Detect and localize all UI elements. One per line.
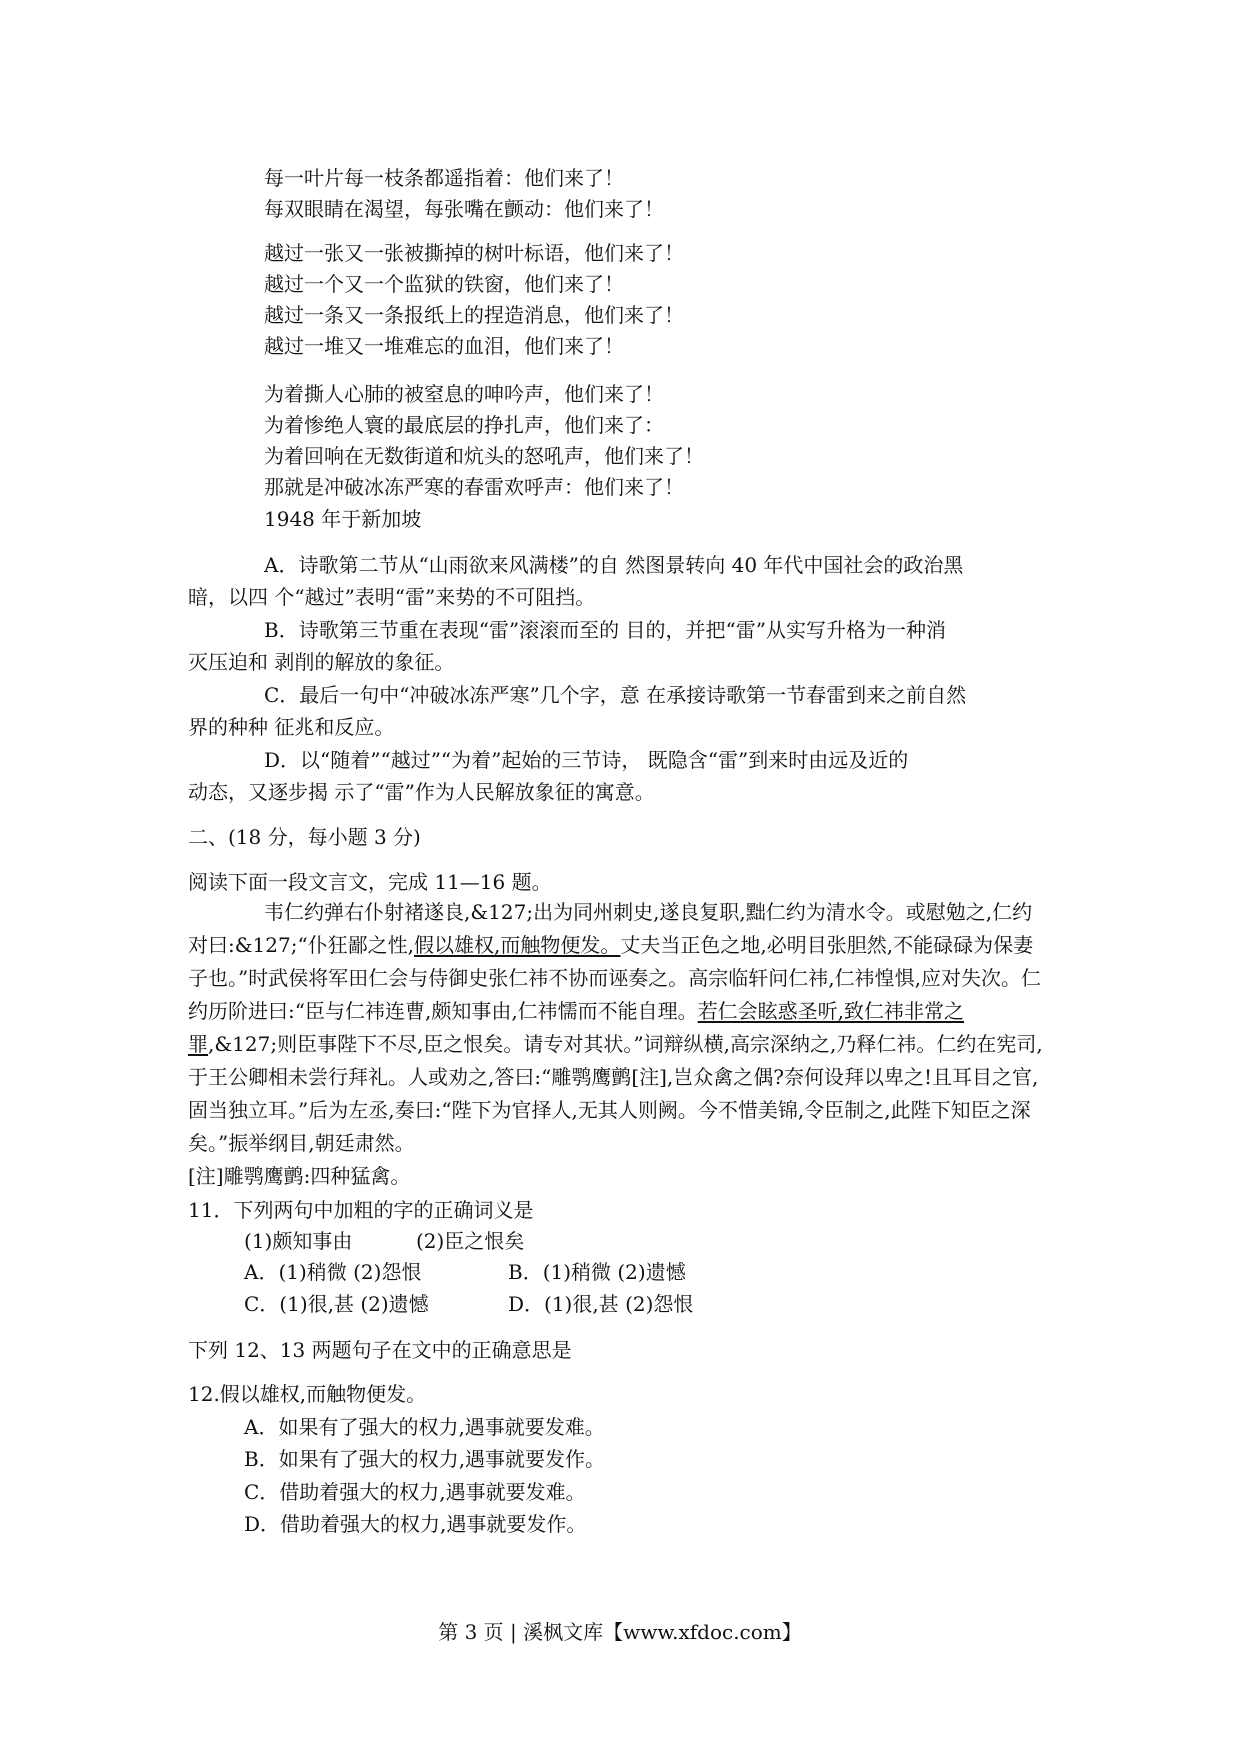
q10-option-c: C．最后一句中“冲破冰冻严寒”几个字，意 在承接诗歌第一节春雷到来之前自然 xyxy=(264,683,967,707)
q10-option-b-cont: 灭压迫和 剥削的解放的象征。 xyxy=(188,650,455,674)
q11-option-a: A．(1)稍微 (2)怨恨 xyxy=(244,1260,422,1284)
q12-13-intro: 下列 12、13 两题句子在文中的正确意思是 xyxy=(188,1338,572,1362)
q11-option-c: C．(1)很,甚 (2)遗憾 xyxy=(244,1292,429,1316)
passage-note: [注]雕鹗鹰鹯:四种猛禽。 xyxy=(188,1164,411,1188)
passage-text: ,&127;则臣事陛下不尽,臣之恨矣。请专对其状。”词辩纵横,高宗深纳之,乃释仁祎。仁约在宪司,于王公卿相未尝行拜礼。人或劝之,答曰:“雕鹗鹰鹯[注],岂众禽之偶?奈何设拜以卑之!且耳目之官,固当独立耳。”后为左丞,奏曰:“陛下为官择人,无其人则阙。今不惜美锦,令臣制之,此陛下知臣之深矣。”振举纲目,朝廷肃然。 xyxy=(188,1032,1043,1155)
q10-option-b: B．诗歌第三节重在表现“雷”滚滚而至的 目的，并把“雷”从实写升格为一种消 xyxy=(264,618,946,642)
q10-option-d: D．以“随着”“越过”“为着”起始的三节诗， 既隐含“雷”到来时由远及近的 xyxy=(264,748,909,772)
poem-line: 为着撕人心肺的被窒息的呻吟声，他们来了！ xyxy=(264,382,664,406)
section-heading: 二、(18 分，每小题 3 分) xyxy=(188,825,421,849)
poem-line: 每一叶片每一枝条都遥指着：他们来了！ xyxy=(264,166,624,190)
classical-passage xyxy=(188,896,1052,1193)
q11-option-b: B．(1)稍微 (2)遗憾 xyxy=(508,1260,686,1284)
q10-option-c-cont: 界的种种 征兆和反应。 xyxy=(188,715,395,739)
poem-line: 为着回响在无数街道和炕头的怒吼声，他们来了！ xyxy=(264,444,704,468)
poem-line: 那就是冲破冰冻严寒的春雷欢呼声：他们来了！ xyxy=(264,475,684,499)
q10-option-a-cont: 暗，以四 个“越过”表明“雷”来势的不可阻挡。 xyxy=(188,585,596,609)
q12-stem: 12.假以雄权,而触物便发。 xyxy=(188,1382,427,1406)
reading-instruction: 阅读下面一段文言文，完成 11—16 题。 xyxy=(188,870,552,894)
poem-line: 为着惨绝人寰的最底层的挣扎声，他们来了： xyxy=(264,413,664,437)
q11-stem: 11．下列两句中加粗的字的正确词义是 xyxy=(188,1198,534,1222)
poem-line: 越过一条又一条报纸上的捏造消息，他们来了！ xyxy=(264,303,684,327)
q12-option-b: B．如果有了强大的权力,遇事就要发作。 xyxy=(244,1447,606,1471)
poem-line: 越过一堆又一堆难忘的血泪，他们来了！ xyxy=(264,334,624,358)
underlined-sentence-13: 若仁会眩惑圣听,致仁祎非常之罪 xyxy=(188,999,965,1056)
q10-option-a: A．诗歌第二节从“山雨欲来风满楼”的自 然图景转向 40 年代中国社会的政治黑 xyxy=(264,553,964,577)
q12-option-d: D．借助着强大的权力,遇事就要发作。 xyxy=(244,1512,587,1536)
passage-text: 韦仁约弹右仆射褚遂良,&127;出为同州刺史,遂良复职,黜仁约为清水令。或慰勉之,仁约对曰:&127;“仆狂鄙之性, xyxy=(188,900,1033,957)
q10-option-d-cont: 动态，又逐步揭 示了“雷”作为人民解放象征的寓意。 xyxy=(188,780,655,804)
q11-sub-2: (2)臣之恨矣 xyxy=(416,1229,525,1253)
poem-line: 越过一张又一张被撕掉的树叶标语，他们来了！ xyxy=(264,241,684,265)
q12-option-c: C．借助着强大的权力,遇事就要发难。 xyxy=(244,1480,586,1504)
q11-sub-1: (1)颇知事由 xyxy=(244,1229,353,1253)
q11-option-d: D．(1)很,甚 (2)怨恨 xyxy=(508,1292,694,1316)
poem-date: 1948 年于新加坡 xyxy=(264,507,422,531)
q12-option-a: A．如果有了强大的权力,遇事就要发难。 xyxy=(244,1415,605,1439)
underlined-sentence-12: 假以雄权,而触物便发。 xyxy=(414,933,621,957)
poem-line: 越过一个又一个监狱的铁窗，他们来了！ xyxy=(264,272,624,296)
poem-line: 每双眼睛在渴望，每张嘴在颤动：他们来了！ xyxy=(264,197,664,221)
page-footer: 第 3 页 | 溪枫文库【www.xfdoc.com】 xyxy=(438,1620,802,1644)
passage-text: 丈夫当正色之地,必明目张胆然,不能碌碌为保妻子也。”时武侯将军田仁会与侍御史张仁祎不协而诬奏之。高宗临轩问仁祎,仁祎惶惧,应对失次。仁约历阶进曰:“臣与仁祎连曹,颇知事由,仁祎懦而不能自理。 xyxy=(188,933,1041,1023)
